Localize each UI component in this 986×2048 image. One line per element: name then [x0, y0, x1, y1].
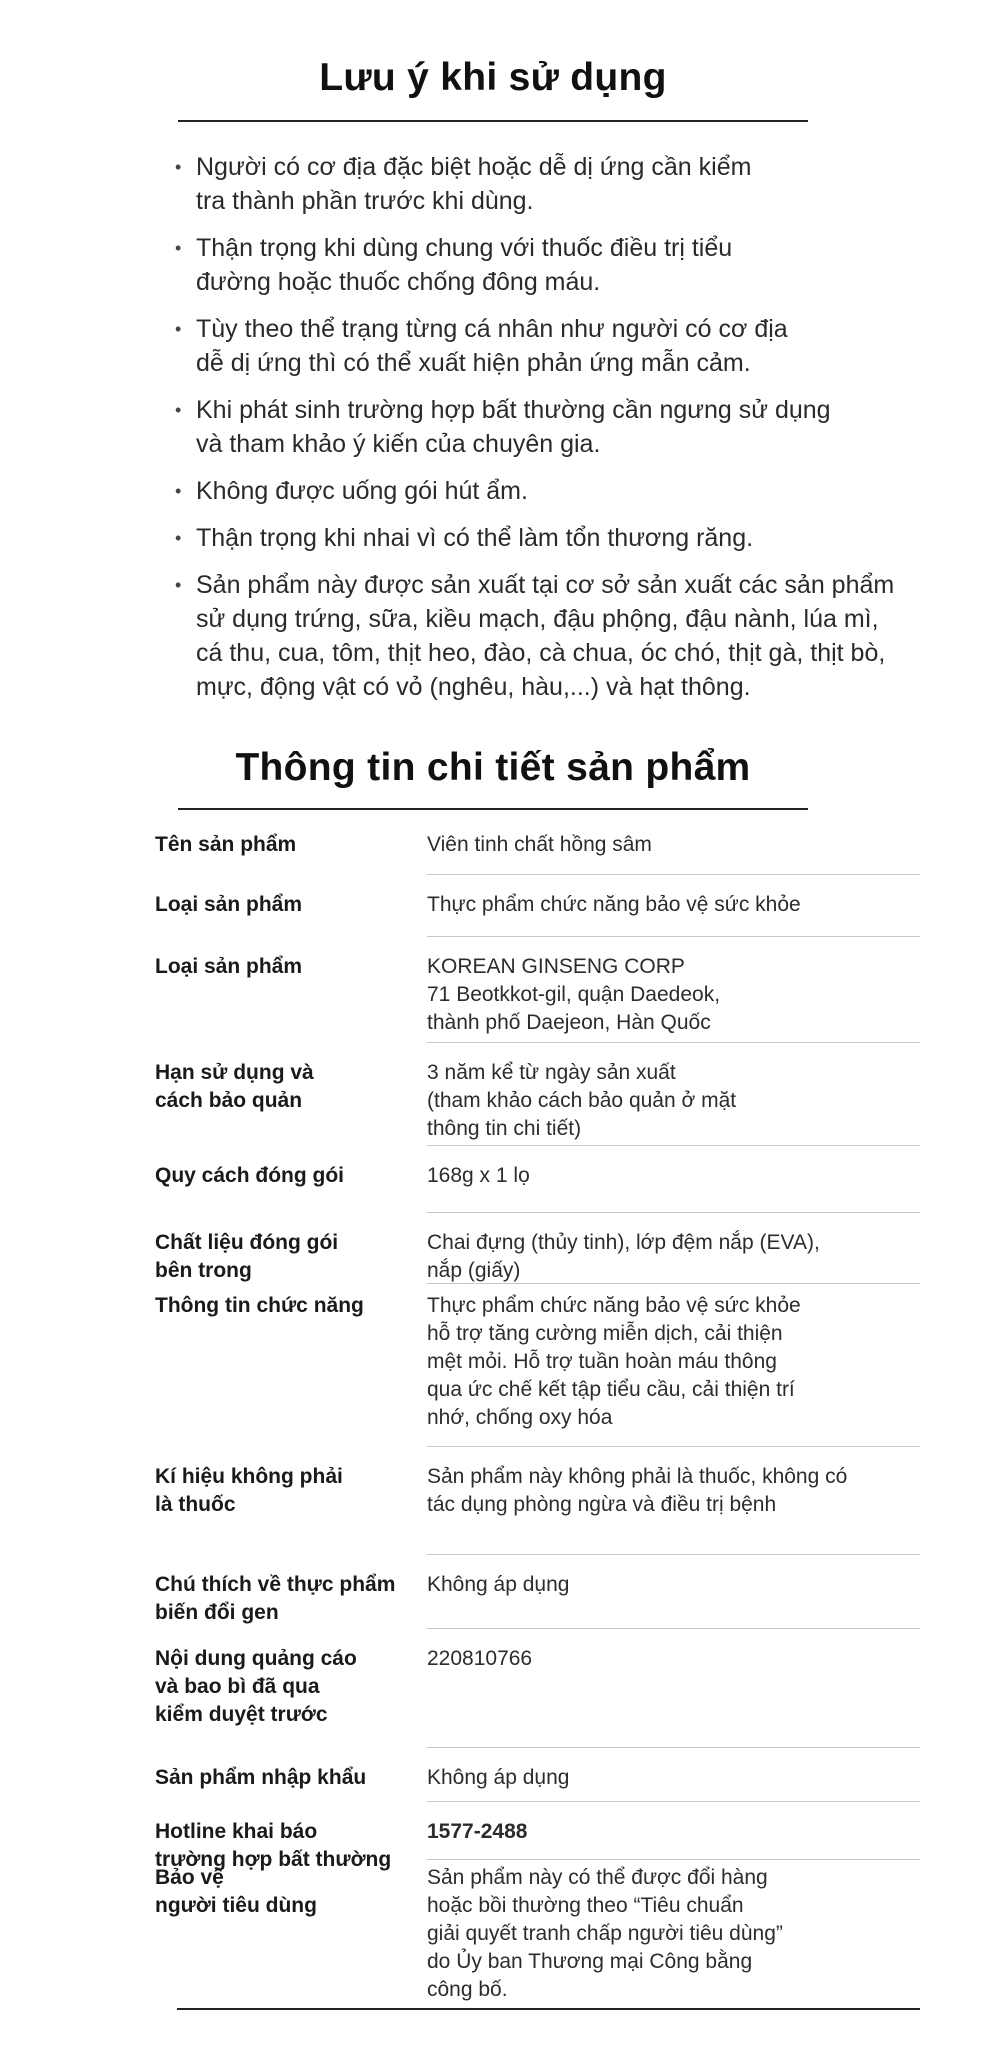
- table-row: [155, 1802, 920, 1871]
- row-label: Quy cách đóng gói: [155, 1164, 345, 1187]
- row-label: Tên sản phẩm: [155, 833, 297, 856]
- caution-item: • Thận trọng khi dùng chung với thuốc điều trị tiểu đường hoặc thuốc chống đông máu.: [175, 231, 935, 299]
- row-value: Sản phẩm này không phải là thuốc, không có tác dụng phòng ngừa và điều trị bệnh: [427, 1465, 848, 1516]
- table-row: [155, 1555, 920, 1629]
- row-value: 3 năm kể từ ngày sản xuất (tham khảo cách bảo quản ở mặt thông tin chi tiết): [427, 1061, 737, 1140]
- caution-item: • Thận trọng khi nhai vì có thể làm tổn thương răng.: [175, 521, 935, 555]
- row-label: Thông tin chức năng: [155, 1294, 364, 1317]
- row-value: Không áp dụng: [427, 1766, 570, 1789]
- table-row: [155, 1748, 920, 1802]
- row-label: Sản phẩm nhập khẩu: [155, 1766, 367, 1789]
- cautions-list: [175, 150, 935, 717]
- row-label: Chú thích về thực phẩm biến đổi gen: [155, 1573, 396, 1624]
- row-label: Nội dung quảng cáo và bao bì đã qua kiểm duyệt trước: [155, 1647, 357, 1726]
- product-details-table: [155, 815, 920, 2010]
- table-row: [155, 1146, 920, 1213]
- table-row: [155, 1043, 920, 1146]
- row-value: Viên tinh chất hồng sâm: [427, 833, 652, 856]
- table-row: [155, 875, 920, 937]
- table-row: [155, 815, 920, 875]
- row-label: Hotline khai báo trường hợp bất thường: [155, 1820, 392, 1871]
- row-label: Hạn sử dụng và cách bảo quản: [155, 1061, 314, 1112]
- row-value: Chai đựng (thủy tinh), lớp đệm nắp (EVA), nắp (giấy): [427, 1231, 820, 1282]
- hotline-number: 1577-2488: [427, 1820, 528, 1843]
- caution-item: • Khi phát sinh trường hợp bất thường cần ngưng sử dụng và tham khảo ý kiến của chuyên gia.: [175, 393, 935, 461]
- row-label: Loại sản phẩm: [155, 955, 303, 978]
- row-value: Không áp dụng: [427, 1573, 570, 1596]
- row-value: 220810766: [427, 1647, 533, 1670]
- caution-item: • Sản phẩm này được sản xuất tại cơ sở sản xuất các sản phẩm sử dụng trứng, sữa, kiều mạch, đậu phộng, đậu nành, lúa mì, cá thu, cua, tôm, thịt heo, đào, cà chua, óc chó, thịt gà, thịt bò, mực, động vật có vỏ (nghêu, hàu,...) và hạt thông.: [175, 568, 935, 704]
- details-title-divider: [178, 808, 808, 810]
- table-row: [155, 1629, 920, 1748]
- cautions-title: Lưu ý khi sử dụng: [319, 56, 667, 99]
- row-value: 168g x 1 lọ: [427, 1164, 530, 1187]
- caution-item: • Tùy theo thể trạng từng cá nhân như người có cơ địa dễ dị ứng thì có thể xuất hiện phản ứng mẫn cảm.: [175, 312, 935, 380]
- row-label: Loại sản phẩm: [155, 893, 303, 916]
- table-row: [155, 937, 920, 1043]
- table-row: [155, 1284, 920, 1447]
- table-row: [155, 1860, 920, 2010]
- row-value: Thực phẩm chức năng bảo vệ sức khỏe hỗ trợ tăng cường miễn dịch, cải thiện mệt mỏi. Hỗ trợ tuần hoàn máu thông qua ức chế kết tập tiểu cầu, cải thiện trí nhớ, chống oxy hóa: [427, 1294, 801, 1429]
- row-value: Thực phẩm chức năng bảo vệ sức khỏe: [427, 893, 801, 916]
- row-label: Bảo vệ người tiêu dùng: [155, 1866, 317, 1917]
- table-row: [155, 1447, 920, 1555]
- row-label: Kí hiệu không phải là thuốc: [155, 1465, 343, 1516]
- row-label: Chất liệu đóng gói bên trong: [155, 1231, 339, 1282]
- row-value: Sản phẩm này có thể được đổi hàng hoặc bồi thường theo “Tiêu chuẩn giải quyết tranh chấp người tiêu dùng” do Ủy ban Thương mại Công bằng công bố.: [427, 1866, 783, 2001]
- row-value: KOREAN GINSENG CORP 71 Beotkkot-gil, quận Daedeok, thành phố Daejeon, Hàn Quốc: [427, 955, 721, 1034]
- details-title: Thông tin chi tiết sản phẩm: [235, 746, 751, 789]
- cautions-title-divider: [178, 120, 808, 122]
- table-row: [155, 1213, 920, 1284]
- caution-item: • Không được uống gói hút ẩm.: [175, 474, 935, 508]
- caution-item: • Người có cơ địa đặc biệt hoặc dễ dị ứng cần kiểm tra thành phần trước khi dùng.: [175, 150, 935, 218]
